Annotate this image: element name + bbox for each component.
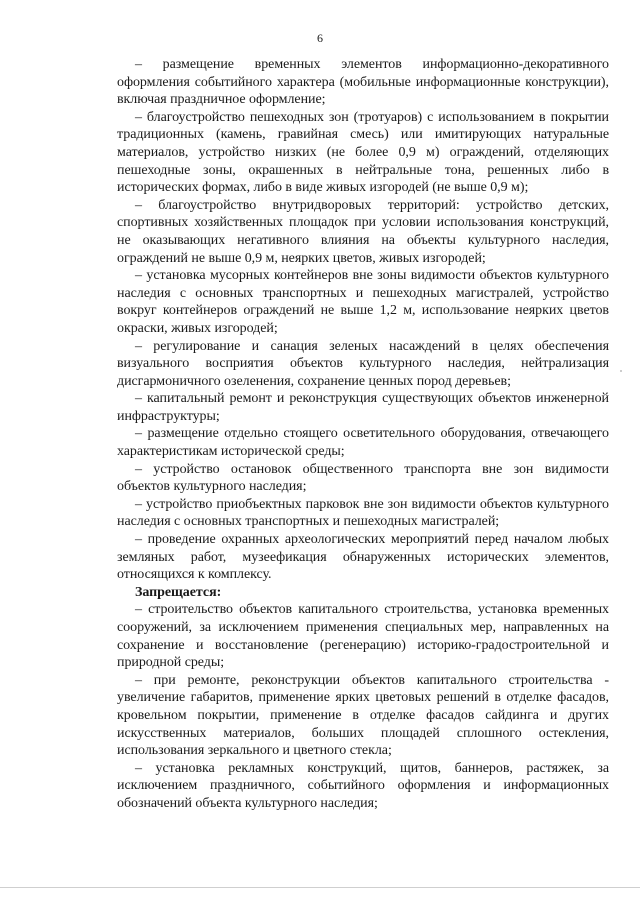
paragraph-prohibited-construction: – строительство объектов капитального строительства, установка временных сооружений, за исключением применения специальных мер, направленных на сохранение и восстановление (регенерацию) историко-градостроительной и природной среды;	[117, 602, 609, 671]
paragraph-pedestrian-zones: – благоустройство пешеходных зон (тротуаров) с использованием в покрытии традиционных (камень, гравийная смесь) или имитирующих натуральные материалов, устройство низких (не более 0,9 м) ограждений, отделяющих пешеходные зоны, окрашенных в нейтральные тона, решенных либо в исторических формах, либо в виде живых изгородей (не выше 0,9 м);	[117, 109, 609, 196]
paragraph-lighting: – размещение отдельно стоящего осветительного оборудования, отвечающего характеристикам исторической среды;	[117, 426, 609, 460]
paragraph-archaeology: – проведение охранных археологических мероприятий перед началом любых земляных работ, музеефикация обнаруженных исторических элементов, относящихся к комплексу.	[117, 532, 609, 583]
scan-edge-line	[0, 887, 640, 888]
prohibited-heading: Запрещается:	[135, 584, 222, 600]
paragraph-transit-stops: – устройство остановок общественного транспорта вне зон видимости объектов культурного наследия;	[117, 461, 609, 495]
paragraph-green-spaces: – регулирование и санация зеленых насаждений в целях обеспечения визуального восприятия объектов культурного наследия, нейтрализация дисгармоничного озеленения, сохранение ценных пород деревьев;	[117, 338, 609, 389]
document-body	[117, 56, 609, 813]
scan-speck	[620, 370, 622, 372]
paragraph-infrastructure-repair: – капитальный ремонт и реконструкция существующих объектов инженерной инфраструктуры;	[117, 391, 609, 424]
page-number: 6	[317, 31, 323, 45]
paragraph-prohibited-advertising: – установка рекламных конструкций, щитов, баннеров, растяжек, за исключением праздничного, событийного оформления и информационных обозначений объекта культурного наследия;	[117, 760, 609, 811]
paragraph-temporary-decor: – размещение временных элементов информационно-декоративного оформления событийного характера (мобильные информационные конструкции), включая праздничное оформление;	[117, 57, 609, 108]
paragraph-waste-containers: – установка мусорных контейнеров вне зоны видимости объектов культурного наследия с основных транспортных и пешеходных магистралей, устройство вокруг контейнеров ограждений не выше 1,2 м, использование неярких цветов окраски, живых изгородей;	[117, 268, 609, 336]
paragraph-courtyards: – благоустройство внутридворовых территорий: устройство детских, спортивных хозяйственных площадок при условии использования конструкций, не оказывающих негативного влияния на объекты культурного наследия, ограждений не выше 0,9 м, неярких цветов, живых изгородей;	[117, 197, 609, 266]
paragraph-parking: – устройство приобъектных парковок вне зон видимости объектов культурного наследия с основных транспортных и пешеходных магистралей;	[117, 496, 609, 530]
paragraph-prohibited-renovation: – при ремонте, реконструкции объектов капитального строительства - увеличение габаритов, применение ярких цветовых решений в отделке фасадов, кровельном покрытии, применение в отделке фасадов сайдинга и других искусственных материалов, больших площадей сплошного остекления, использования зеркального и цветного стекла;	[117, 672, 609, 759]
